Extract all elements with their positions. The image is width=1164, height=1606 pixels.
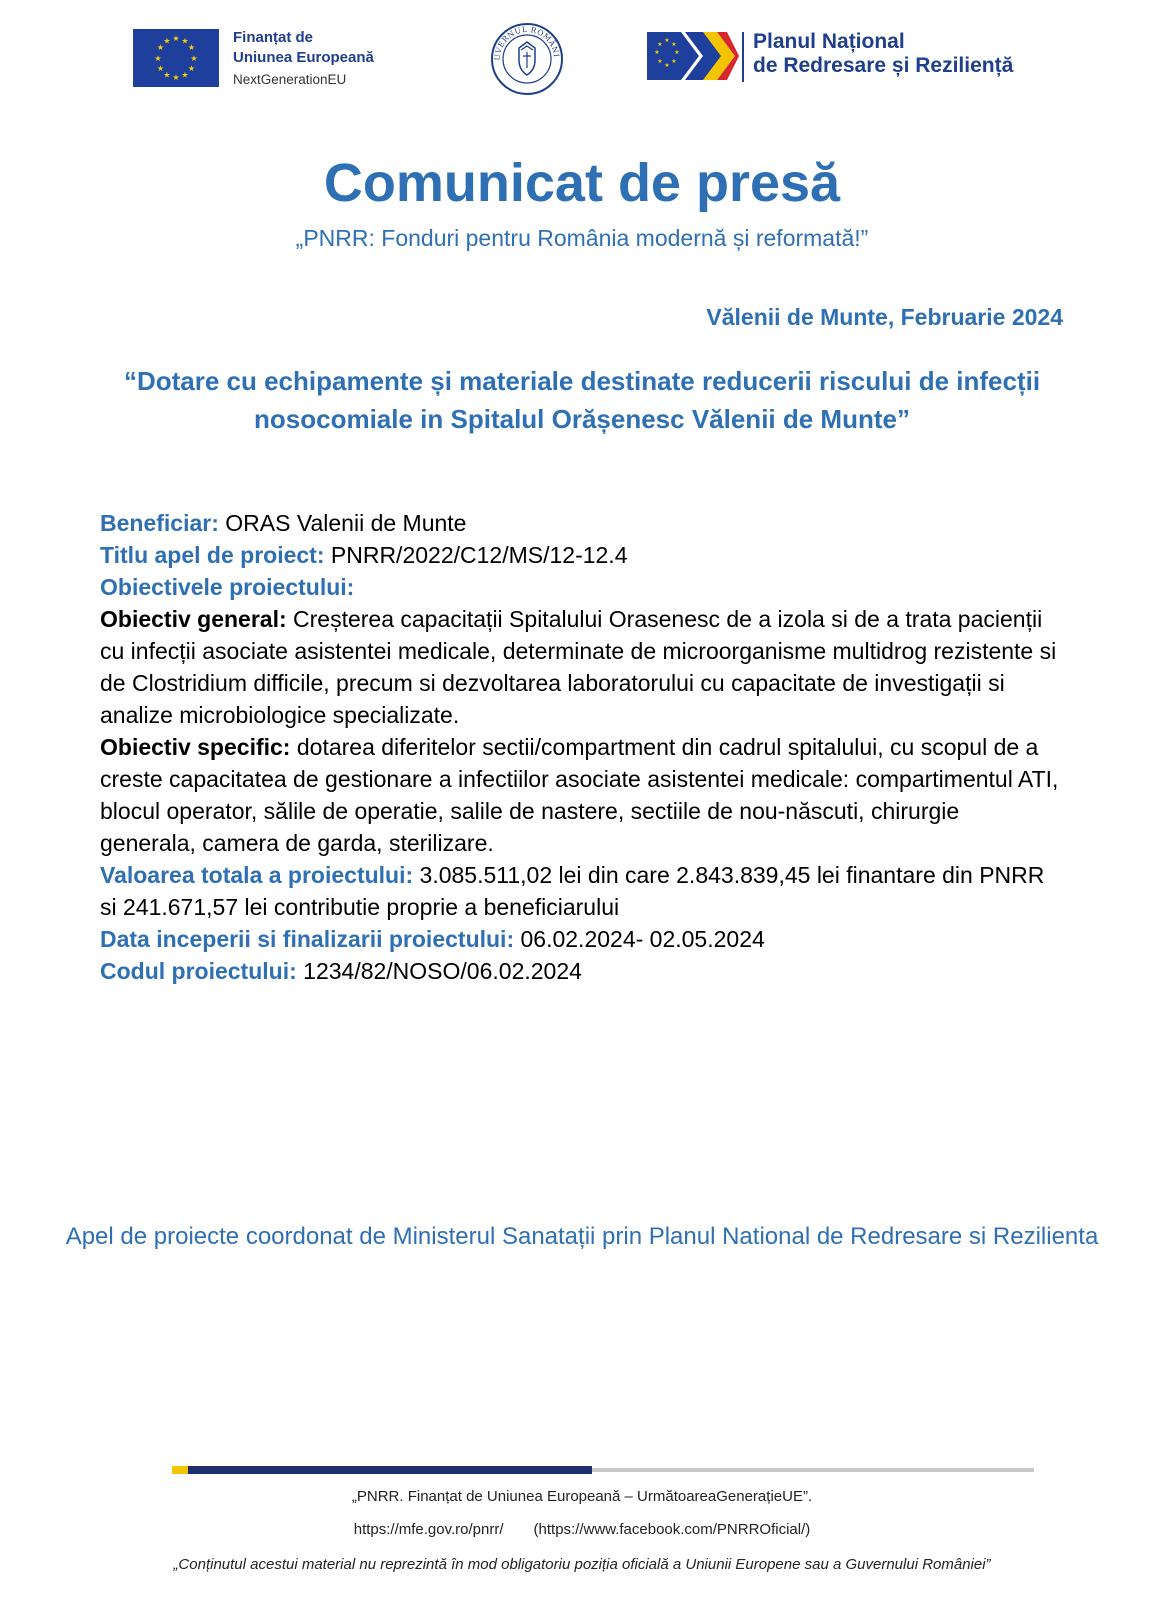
pnrr-label-line2: de Redresare și Reziliență bbox=[753, 54, 1014, 77]
obiective-label: Obiectivele proiectului: bbox=[100, 574, 355, 600]
eu-stars-icon bbox=[133, 29, 219, 87]
eu-flag-logo bbox=[133, 29, 219, 87]
svg-text:★: ★ bbox=[156, 43, 165, 52]
beneficiar-label: Beneficiar: bbox=[100, 510, 219, 536]
coordinator-note: Apel de proiecte coordonat de Ministerul Sanatații prin Planul National de Redresare si Rezilienta bbox=[65, 1223, 1099, 1250]
data-row bbox=[100, 923, 1060, 955]
svg-text:★: ★ bbox=[163, 36, 171, 46]
eu-label-line2: Uniunea Europeană bbox=[233, 49, 374, 66]
eu-label-line3: NextGenerationEU bbox=[233, 72, 347, 87]
svg-text:★: ★ bbox=[190, 54, 198, 63]
government-seal-logo bbox=[490, 22, 564, 96]
footer-bar-blue bbox=[172, 1466, 592, 1474]
cod-row bbox=[100, 955, 1060, 987]
svg-text:★: ★ bbox=[671, 58, 677, 65]
svg-text:★: ★ bbox=[187, 43, 196, 52]
logo-divider bbox=[742, 32, 744, 82]
facebook-link[interactable]: (https://www.facebook.com/PNRROficial/) bbox=[533, 1521, 811, 1538]
apel-row bbox=[100, 539, 1060, 571]
pnrr-flag-logo bbox=[647, 28, 739, 84]
svg-text:★: ★ bbox=[671, 41, 677, 48]
eu-label-line1: Finanțat de bbox=[233, 29, 314, 46]
valoare-label: Valoarea totala a proiectului: bbox=[100, 862, 414, 888]
obiectiv-specific-row bbox=[100, 731, 1060, 859]
cod-label: Codul proiectului: bbox=[100, 958, 297, 984]
eu-funding-label bbox=[233, 28, 374, 90]
beneficiar-row bbox=[100, 507, 1060, 539]
footer-slogan: „PNRR. Finanțat de Uniunea Europeană – UrmătoareaGenerațieUE”. bbox=[351, 1488, 813, 1505]
pnrr-label bbox=[753, 30, 1013, 78]
obiectiv-general-row bbox=[100, 603, 1060, 731]
valoare-value: 3.085.511,02 lei din care 2.843.839,45 lei finantare din PNRR si 241.671,57 lei contributie proprie a beneficiarului bbox=[100, 862, 1045, 920]
location-date: Vălenii de Munte, Februarie 2024 bbox=[706, 304, 1063, 330]
pnrr-label-line1: Planul Național bbox=[753, 30, 905, 53]
svg-text:★: ★ bbox=[172, 34, 180, 43]
svg-text:★: ★ bbox=[172, 73, 180, 82]
data-value: 06.02.2024- 02.05.2024 bbox=[514, 926, 765, 952]
svg-text:★: ★ bbox=[181, 70, 189, 80]
apel-label: Titlu apel de proiect: bbox=[100, 542, 325, 568]
svg-text:★: ★ bbox=[156, 64, 165, 73]
valoare-row bbox=[100, 859, 1060, 923]
svg-text:★: ★ bbox=[181, 36, 189, 46]
svg-text:★: ★ bbox=[674, 49, 680, 56]
obiective-row bbox=[100, 571, 1060, 603]
footer-color-bar bbox=[172, 1466, 1034, 1474]
obiectiv-specific-value: dotarea diferitelor sectii/compartment din cadrul spitalului, cu scopul de a creste capacitatea de gestionare a infectiilor asociate asistentei medicale: compartimentul ATI, blocul operator, sălile de operatie, salile de nastere, sectiile de nou-născuti, chirurgie generala, camera de garda, sterilizare. bbox=[100, 734, 1059, 856]
footer-disclaimer: „Conținutul acestui material nu reprezintă în mod obligatoriu poziția oficială a Uniunii Europene sau a Guvernului României” bbox=[173, 1556, 991, 1573]
footer-bar-yellow bbox=[172, 1466, 188, 1474]
project-details bbox=[100, 507, 1060, 987]
svg-text:★: ★ bbox=[163, 70, 171, 80]
obiectiv-general-label: Obiectiv general: bbox=[100, 606, 287, 632]
seal-text: UVERNUL ROMÂNI bbox=[492, 24, 561, 61]
svg-text:★: ★ bbox=[187, 64, 196, 73]
data-label: Data inceperii si finalizarii proiectului: bbox=[100, 926, 515, 952]
mfe-link[interactable]: https://mfe.gov.ro/pnrr/ bbox=[353, 1521, 504, 1538]
svg-text:★: ★ bbox=[657, 58, 663, 65]
beneficiar-value: ORAS Valenii de Munte bbox=[218, 510, 467, 536]
project-title: “Dotare cu echipamente și materiale destinate reducerii riscului de infecții nosocomiale in Spitalul Orășenesc Vălenii de Munte” bbox=[123, 366, 1041, 434]
obiectiv-general-value: Creșterea capacitații Spitalului Orasenesc de a izola si de a trata pacienții cu infecții asociate asistentei medicale, determinate de microorganisme multidrog rezistente si de Clostridium difficile, precum si dezvoltarea laboratorului cu capacitate de investigații si analize microbiologice specializate. bbox=[100, 606, 1057, 728]
svg-text:★: ★ bbox=[657, 41, 663, 48]
footer-links bbox=[0, 1521, 1164, 1538]
svg-text:★: ★ bbox=[664, 37, 670, 44]
svg-text:★: ★ bbox=[654, 49, 660, 56]
svg-text:★: ★ bbox=[664, 62, 670, 69]
obiectiv-specific-label: Obiectiv specific: bbox=[100, 734, 291, 760]
page-title: Comunicat de presă bbox=[323, 153, 841, 213]
cod-value: 1234/82/NOSO/06.02.2024 bbox=[296, 958, 582, 984]
svg-text:★: ★ bbox=[154, 54, 162, 63]
apel-value: PNRR/2022/C12/MS/12-12.4 bbox=[324, 542, 628, 568]
slogan: „PNRR: Fonduri pentru România modernă și reformată!” bbox=[295, 225, 869, 251]
